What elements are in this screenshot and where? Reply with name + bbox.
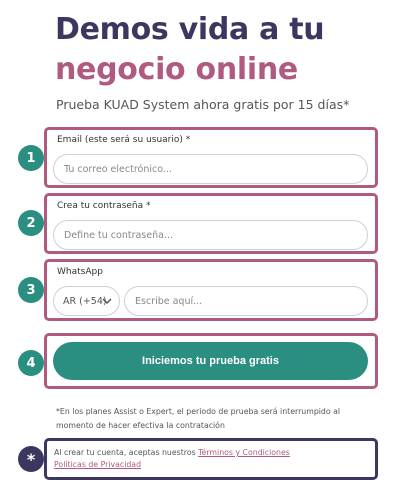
password-field-group (44, 193, 378, 254)
asterisk-badge: * (18, 446, 44, 472)
page-headline (55, 10, 324, 90)
email-field-group (44, 127, 378, 188)
step-badge-3: 3 (18, 277, 44, 303)
whatsapp-label: WhatsApp (57, 267, 103, 277)
password-label: Crea tu contraseña * (57, 201, 151, 211)
headline-line-2: negocio online (55, 52, 298, 87)
chevron-down-icon (101, 295, 113, 307)
terms-prefix: Al crear tu cuenta, aceptas nuestros (54, 448, 199, 457)
trial-note: *En los planes Assist o Expert, el periodo de prueba será interrumpido al momento de hacer efectiva la contratación (56, 407, 341, 430)
terms-link[interactable]: Términos y Condiciones (198, 448, 290, 457)
country-code-select[interactable] (53, 286, 120, 316)
terms-text (54, 447, 374, 471)
cta-group (44, 333, 378, 389)
email-label: Email (este será su usuario) * (57, 135, 191, 145)
step-badge-1: 1 (18, 145, 44, 171)
phone-input[interactable] (124, 286, 368, 316)
email-field[interactable] (53, 154, 368, 184)
password-field[interactable] (53, 220, 368, 250)
step-badge-4: 4 (18, 350, 44, 376)
terms-group (44, 438, 378, 480)
privacy-link[interactable]: Políticas de Privacidad (54, 460, 142, 469)
whatsapp-field-group (44, 259, 378, 321)
step-badge-2: 2 (18, 210, 44, 236)
page-subtitle: Prueba KUAD System ahora gratis por 15 días* (56, 97, 350, 112)
start-trial-button[interactable]: Iniciemos tu prueba gratis (53, 342, 368, 380)
headline-line-1: Demos vida a tu (55, 12, 325, 47)
country-code-value: AR (+54) (63, 295, 107, 307)
